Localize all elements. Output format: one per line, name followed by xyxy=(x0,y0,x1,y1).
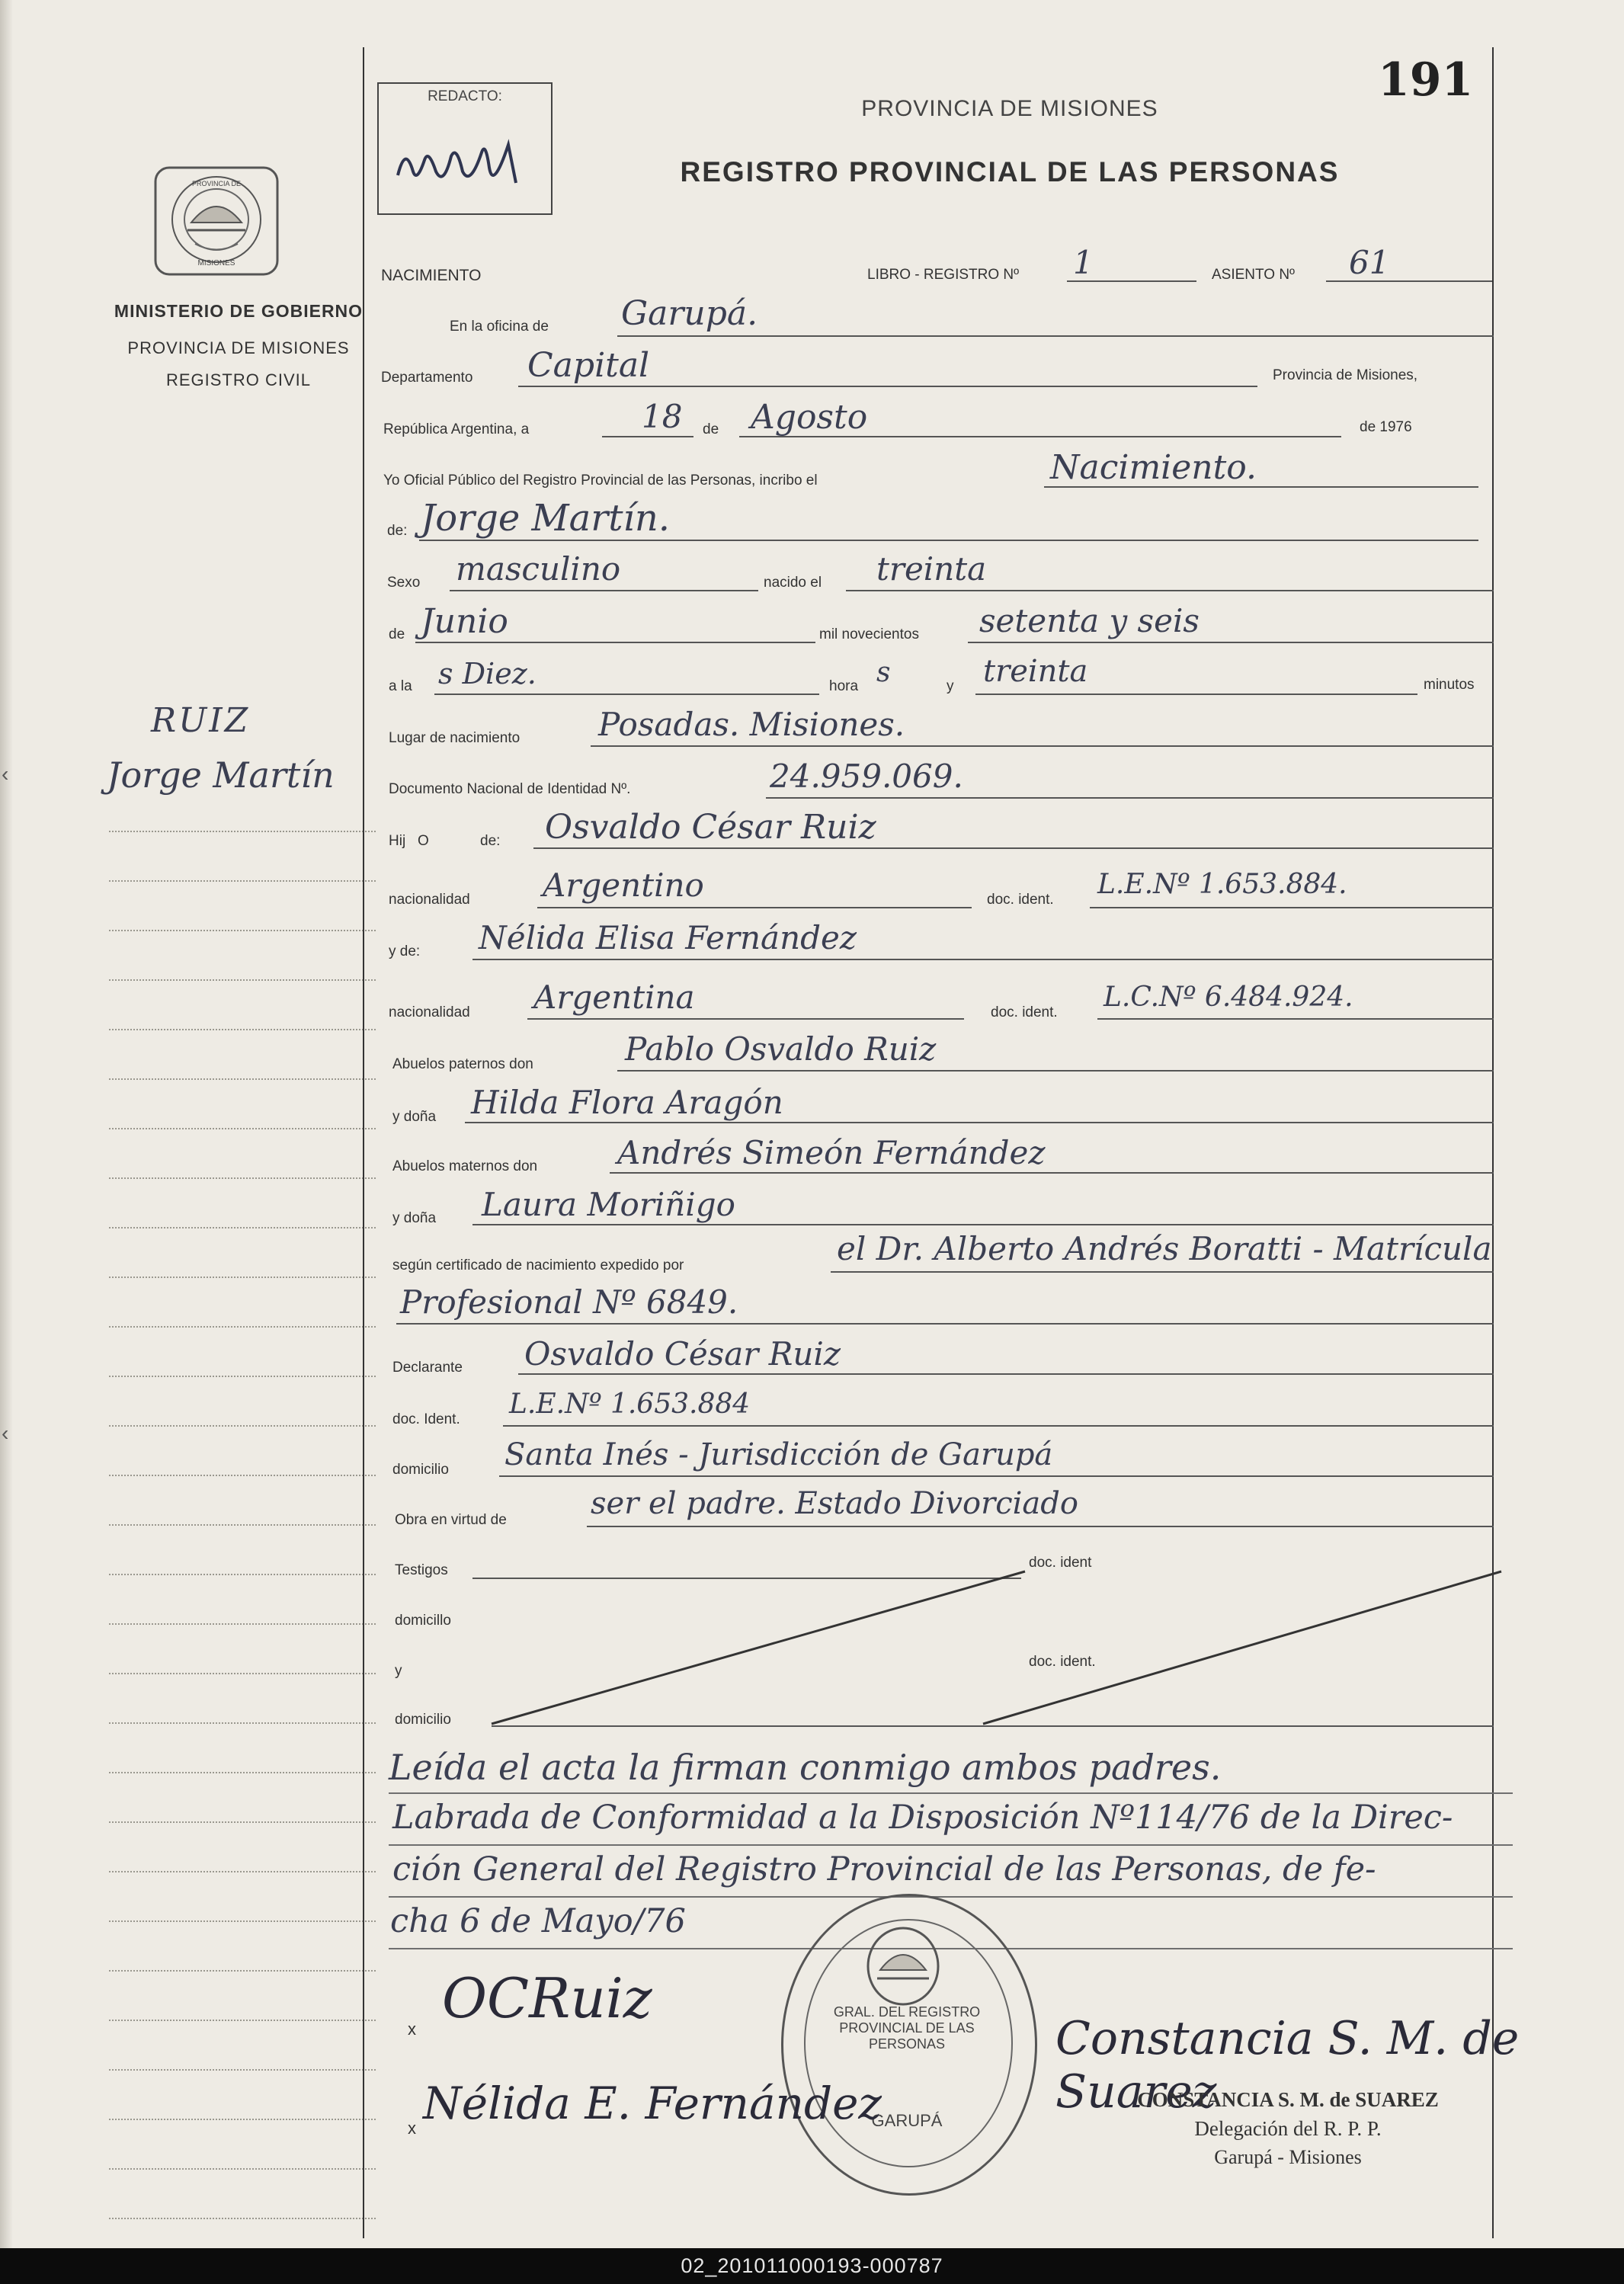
minutos-label: minutos xyxy=(1424,677,1475,693)
asiento-label: ASIENTO Nº xyxy=(1212,267,1295,283)
nacido-label: nacido el xyxy=(764,575,822,591)
father-doc-label: doc. ident. xyxy=(987,892,1054,908)
inscription-statement-label: Yo Oficial Público del Registro Provincial de las Personas, incribo el xyxy=(383,472,818,489)
stamp-shield-icon xyxy=(850,1913,956,2020)
official-signature: Constancia S. M. de Suarez xyxy=(1055,2012,1520,2119)
a-las-label: a la xyxy=(389,678,412,694)
libro-value: 1 xyxy=(1073,244,1094,281)
person-de-label: de: xyxy=(387,523,408,539)
observation-rule xyxy=(389,1844,1513,1846)
departamento-value: Capital xyxy=(527,346,650,385)
minutes-value: treinta xyxy=(983,654,1088,689)
y-minutes-label: y xyxy=(947,678,954,694)
father-de-label: de: xyxy=(480,833,501,849)
declarant-label: Declarante xyxy=(392,1360,463,1376)
header-registry-title: REGISTRO PROVINCIAL DE LAS PERSONAS xyxy=(680,156,1340,187)
stamp-city: GARUPÁ xyxy=(871,2111,943,2130)
paternal-grandmother-label: y doña xyxy=(392,1109,437,1125)
maternal-grandmother-value: Laura Moriñigo xyxy=(482,1186,735,1223)
witness-doc-label: doc. ident xyxy=(1029,1555,1092,1571)
hijo-label: Hij xyxy=(389,833,406,849)
margin-surname: RUIZ xyxy=(151,701,251,740)
header-province: PROVINCIA DE MISIONES xyxy=(861,96,1158,121)
dni-label: Documento Nacional de Identidad Nº. xyxy=(389,781,631,797)
libro-label: LIBRO - REGISTRO Nº xyxy=(867,267,1020,283)
mother-nationality-value: Argentina xyxy=(533,979,695,1016)
hora-suffix: s xyxy=(876,657,891,688)
binding-clip-icon: ‹ xyxy=(2,1421,9,1445)
dni-value: 24.959.069. xyxy=(770,758,963,795)
certificate-value-2: Profesional Nº 6849. xyxy=(400,1283,738,1321)
hijo-suffix: O xyxy=(418,833,429,849)
maternal-grandmother-label: y doña xyxy=(392,1210,437,1226)
official-role: Delegación del R. P. P. xyxy=(1194,2117,1382,2140)
person-name-value: Jorge Martín. xyxy=(421,497,670,540)
obra-label: Obra en virtud de xyxy=(395,1512,507,1528)
lugar-value: Posadas. Misiones. xyxy=(598,706,905,743)
page-number: 191 xyxy=(1378,53,1474,107)
father-sign-mark: x xyxy=(408,2020,416,2039)
maternal-grandfather-value: Andrés Simeón Fernández xyxy=(617,1134,1046,1171)
mother-doc-label: doc. ident. xyxy=(991,1004,1058,1020)
mother-name-value: Nélida Elisa Fernández xyxy=(479,919,857,956)
birth-year-value: setenta y seis xyxy=(979,602,1200,639)
sexo-label: Sexo xyxy=(387,575,421,591)
de-label: de xyxy=(703,421,719,437)
official-name: CONSTANCIA S. M. de SUAREZ xyxy=(1137,2088,1439,2111)
certificate-value: el Dr. Alberto Andrés Boratti - Matrícula xyxy=(837,1230,1492,1267)
departamento-label: Departamento xyxy=(381,370,473,386)
shield-top-text: PROVINCIA DE xyxy=(191,180,242,187)
asiento-value: 61 xyxy=(1349,244,1390,281)
stamp-text: GRAL. DEL REGISTRO PROVINCIAL DE LAS PERSONAS xyxy=(833,2004,981,2052)
observation-rule xyxy=(389,1792,1513,1794)
observation-line-3: ción General del Registro Provincial de las Personas, de fe- xyxy=(392,1850,1376,1888)
father-nationality-value: Argentino xyxy=(543,867,704,904)
paternal-grandmother-value: Hilda Flora Aragón xyxy=(471,1084,783,1121)
footer-bar xyxy=(0,2248,1624,2284)
witness-domicile-label: domicillo xyxy=(395,1613,451,1629)
mother-y-de-label: y de: xyxy=(389,943,421,959)
father-signature: OCRuiz xyxy=(442,1966,652,2030)
father-doc-value: L.E.Nº 1.653.884. xyxy=(1097,869,1347,900)
witness-label: Testigos xyxy=(395,1562,448,1578)
maternal-grandparents-label: Abuelos maternos don xyxy=(392,1158,538,1174)
mother-sign-mark: x xyxy=(408,2119,416,2138)
redacto-label: REDACTO: xyxy=(428,88,502,104)
oficina-value: Garupá. xyxy=(621,294,758,333)
province-subtitle: PROVINCIA DE MISIONES xyxy=(127,338,350,357)
inscription-value: Nacimiento. xyxy=(1050,448,1257,487)
paternal-grandparents-label: Abuelos paternos don xyxy=(392,1056,533,1072)
record-type-label: NACIMIENTO xyxy=(381,267,482,284)
paternal-grandfather-value: Pablo Osvaldo Ruiz xyxy=(625,1030,937,1068)
witness-2-label: y xyxy=(395,1663,402,1679)
day-value: 18 xyxy=(642,398,683,435)
observation-line-2: Labrada de Conformidad a la Disposición Nº114/76 de la Direc- xyxy=(392,1799,1453,1837)
mother-signature: Nélida E. Fernández xyxy=(423,2077,882,2129)
republica-label: República Argentina, a xyxy=(383,421,530,437)
provincia-label: Provincia de Misiones, xyxy=(1273,367,1418,383)
birth-month-de-label: de xyxy=(389,626,405,642)
official-place: Garupá - Misiones xyxy=(1214,2146,1362,2168)
mother-nationality-label: nacionalidad xyxy=(389,1004,470,1020)
birth-month-value: Junio xyxy=(421,602,508,641)
binding-clip-icon: ‹ xyxy=(2,762,9,786)
sexo-value: masculino xyxy=(456,550,621,588)
certificate-label: según certificado de nacimiento expedido por xyxy=(392,1257,684,1273)
observation-line-4: cha 6 de Mayo/76 xyxy=(390,1902,686,1940)
declarant-doc-label: doc. Ident. xyxy=(392,1411,460,1427)
witness-2-doc-label: doc. ident. xyxy=(1029,1654,1096,1670)
obra-value: ser el padre. Estado Divorciado xyxy=(591,1486,1078,1521)
domicilio-value: Santa Inés - Jurisdicción de Garupá xyxy=(504,1437,1053,1472)
declarant-doc-value: L.E.Nº 1.653.884 xyxy=(509,1389,751,1420)
observation-line-1: Leída el acta la firman conmigo ambos padres. xyxy=(389,1747,1222,1788)
oficina-label: En la oficina de xyxy=(450,319,549,335)
document-code: 02_201011000193-000787 xyxy=(681,2254,943,2277)
civil-registry-subtitle: REGISTRO CIVIL xyxy=(165,370,312,389)
ministry-title: MINISTERIO DE GOBIERNO xyxy=(114,301,364,321)
lugar-label: Lugar de nacimiento xyxy=(389,730,521,746)
father-nationality-label: nacionalidad xyxy=(389,892,470,908)
observation-rule xyxy=(389,1896,1513,1898)
declarant-value: Osvaldo César Ruiz xyxy=(524,1335,841,1373)
month-value: Agosto xyxy=(751,398,868,437)
witness-2-domicile-label: domicilio xyxy=(395,1712,451,1728)
shield-bottom-text: MISIONES xyxy=(197,259,235,267)
hora-label: hora xyxy=(829,678,859,694)
year-label: de 1976 xyxy=(1360,419,1412,435)
nacido-value: treinta xyxy=(876,550,987,588)
hour-value: s Diez. xyxy=(438,657,537,690)
domicilio-label: domicilio xyxy=(392,1462,449,1478)
margin-given-names: Jorge Martín xyxy=(107,754,335,796)
mil-novecientos-label: mil novecientos xyxy=(819,626,919,642)
mother-doc-value: L.C.Nº 6.484.924. xyxy=(1103,982,1353,1013)
father-name-value: Osvaldo César Ruiz xyxy=(545,808,876,847)
